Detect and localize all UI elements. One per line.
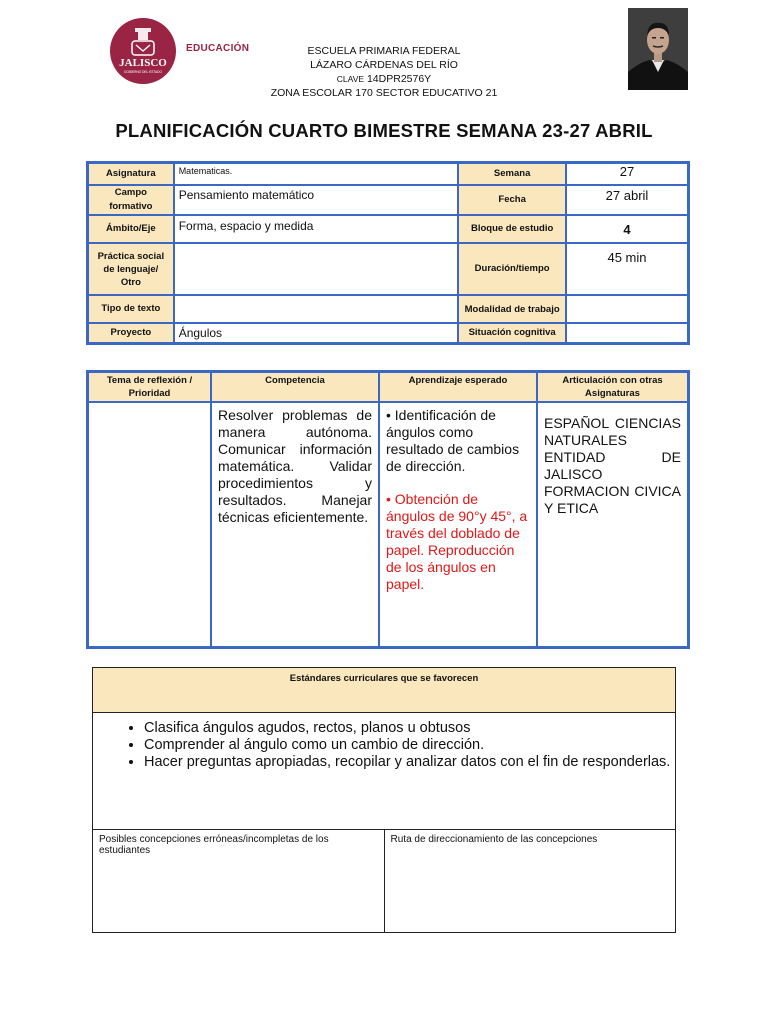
school-zone: ZONA ESCOLAR 170 SECTOR EDUCATIVO 21 [270,87,498,99]
situacion-value [566,323,688,343]
jalisco-logo [107,18,179,84]
plan-body-row [88,402,688,647]
ambito-label: Ámbito/Eje [88,215,174,243]
duracion-value: 45 min [566,243,688,295]
aprendizaje-header: Aprendizaje esperado [379,372,537,402]
bloque-value: 4 [566,215,688,243]
standard-item: • Comprender al ángulo como un cambio de dirección. [144,737,674,754]
school-line-1: ESCUELA PRIMARIA FEDERAL [307,45,461,57]
plan-table [86,370,690,649]
articulacion-header: Articulación con otras Asignaturas [537,372,688,402]
row-ambito [88,215,688,243]
logo-subtext: GOBIERNO DEL ESTADO [124,70,162,74]
bloque-label: Bloque de estudio [458,215,566,243]
modalidad-value [566,295,688,323]
tema-cell [88,402,211,647]
tipo-label: Tipo de texto [88,295,174,323]
competencia-header: Competencia [211,372,379,402]
ambito-value: Forma, espacio y medida [174,215,459,243]
campo-value: Pensamiento matemático [174,185,459,215]
semana-value: 27 [566,163,688,185]
proyecto-label: Proyecto [88,323,174,343]
row-campo [88,185,688,215]
school-line-2: LÁZARO CÁRDENAS DEL RÍO [310,59,458,71]
aprendizaje-item-1: • Identificación de ángulos como resultado de cambios de dirección. [386,407,520,474]
asignatura-value: Matematicas. [174,163,459,185]
school-clave [250,72,518,86]
standards-table [92,667,676,933]
standards-list [94,720,674,771]
duracion-label: Duración/tiempo [458,243,566,295]
fecha-value: 27 abril [566,185,688,215]
aprendizaje-item-2: • Obtención de ángulos de 90°y 45°, a través del doblado de papel. Reproducción de los ángulos en papel. [386,491,528,592]
campo-label: Campo formativo [88,185,174,215]
practica-value [174,243,459,295]
portrait-photo [628,8,688,90]
logo-text: JALISCO [119,57,167,69]
tema-header: Tema de reflexión / Prioridad [88,372,211,402]
misconceptions-cell: Posibles concepciones erróneas/incompletas de los estudiantes [93,830,385,933]
practica-label: Práctica social de lenguaje/ Otro [88,243,174,295]
row-asignatura [88,163,688,185]
plan-header-row [88,372,688,402]
school-info [250,44,518,100]
competencia-cell: Resolver problemas de manera autónoma. Comunicar información matemática. Validar procedimientos y resultados. Manejar técnicas eficientemente. [211,402,379,647]
page-title: PLANIFICACIÓN CUARTO BIMESTRE SEMANA 23-27 ABRIL [115,120,653,141]
row-practica [88,243,688,295]
asignatura-label: Asignatura [88,163,174,185]
proyecto-value: Ángulos [174,323,459,343]
semana-label: Semana [458,163,566,185]
clave-value: 14DPR2576Y [366,73,432,85]
standard-item: • Hacer preguntas apropiadas, recopilar y analizar datos con el fin de responderlas. [144,754,674,771]
clave-label: CLAVE [336,74,365,84]
aprendizaje-cell [379,402,537,647]
standards-header: Estándares curriculares que se favorecen [93,668,676,713]
standards-list-cell [93,713,676,830]
info-table [86,161,690,345]
articulacion-cell: ESPAÑOL CIENCIAS NATURALES ENTIDAD DE JALISCO FORMACION CIVICA Y ETICA [537,402,688,647]
modalidad-label: Modalidad de trabajo [458,295,566,323]
fecha-label: Fecha [458,185,566,215]
department-label: EDUCACIÓN [186,43,250,54]
row-tipo [88,295,688,323]
row-proyecto [88,323,688,343]
tipo-value [174,295,459,323]
situacion-label: Situación cognitiva [458,323,566,343]
standard-item: • Clasifica ángulos agudos, rectos, planos u obtusos [144,720,674,737]
route-cell: Ruta de direccionamiento de las concepciones [384,830,675,933]
